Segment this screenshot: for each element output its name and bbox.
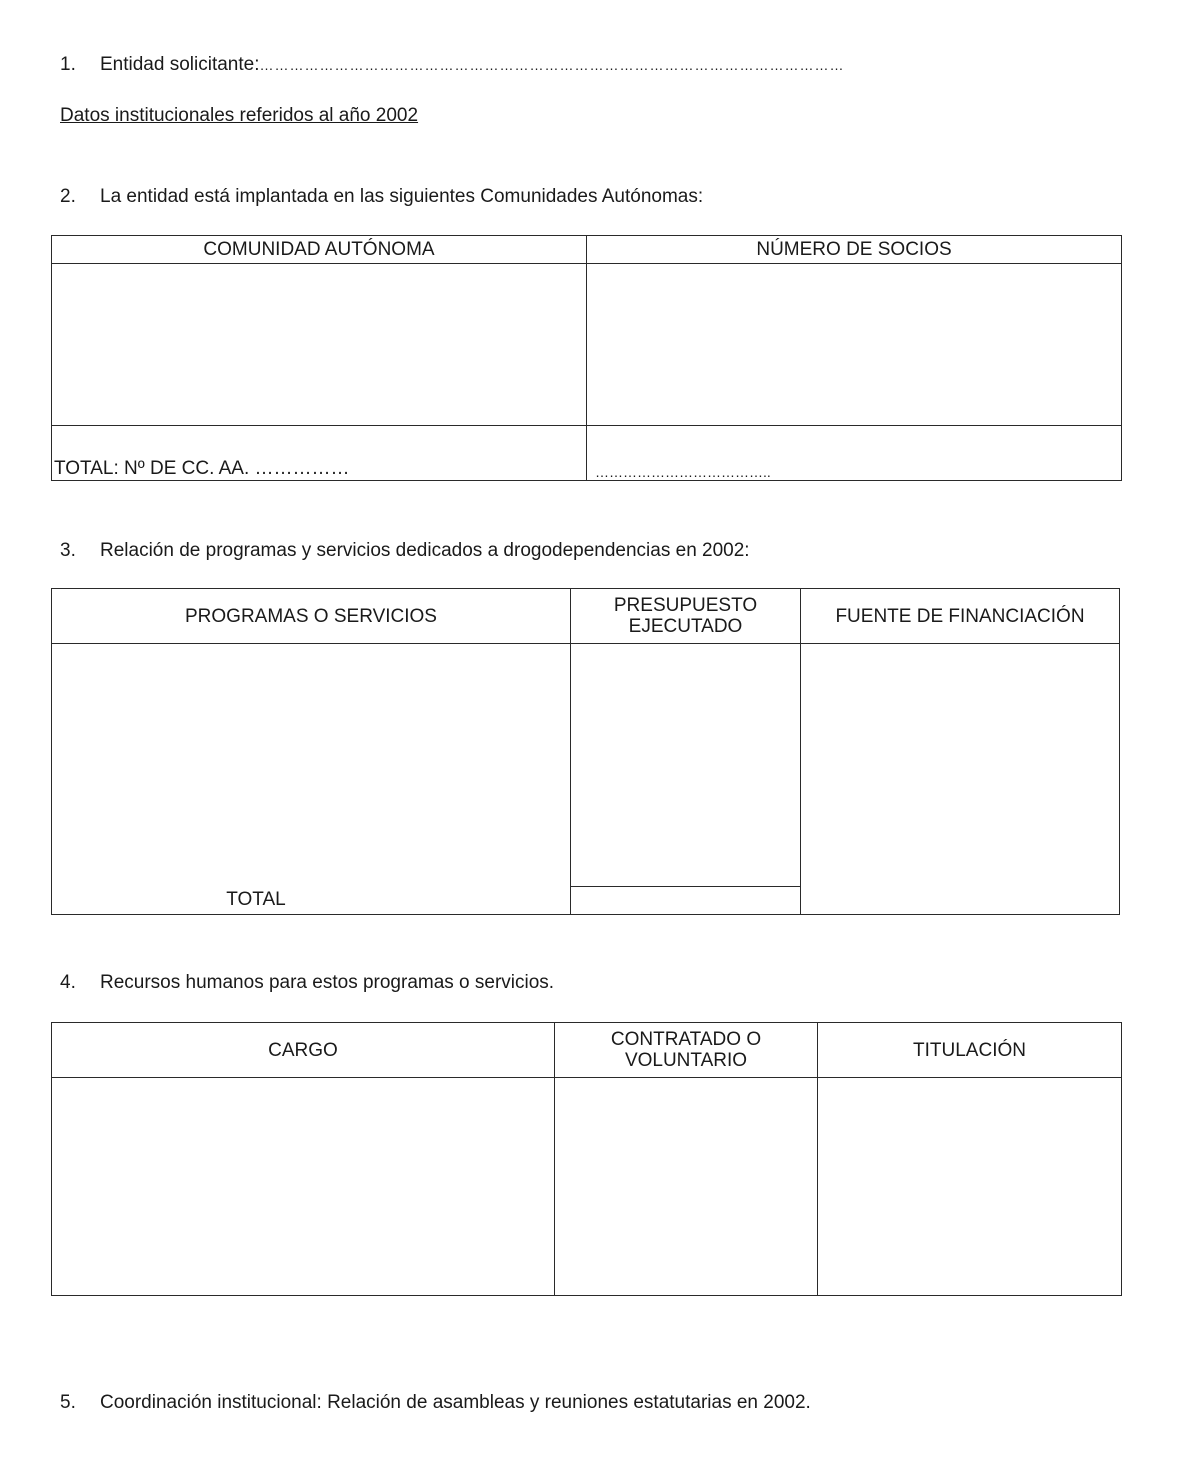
human-resources-table bbox=[51, 1022, 1122, 1296]
header-contratado-o-voluntario bbox=[555, 1023, 818, 1078]
section-4-number: 4. bbox=[60, 972, 76, 993]
section-5-heading bbox=[60, 1392, 811, 1414]
entity-label: Entidad solicitante: bbox=[100, 54, 260, 75]
header-presupuesto-line-2: EJECUTADO bbox=[628, 616, 743, 637]
header-presupuesto-line-1: PRESUPUESTO bbox=[613, 595, 758, 616]
socios-input-area[interactable] bbox=[587, 264, 1122, 426]
header-cargo: CARGO bbox=[52, 1023, 555, 1078]
section-4-heading bbox=[60, 972, 554, 994]
section-5-number: 5. bbox=[60, 1392, 76, 1413]
communities-table bbox=[51, 235, 1122, 481]
section-2-text: La entidad está implantada en las siguientes Comunidades Autónomas: bbox=[100, 186, 704, 207]
header-numero-de-socios: NÚMERO DE SOCIOS bbox=[587, 236, 1122, 264]
total-communities-cell[interactable]: TOTAL: Nº DE CC. AA. …………… bbox=[52, 426, 587, 481]
total-socios-cell[interactable]: ……………………………….. bbox=[587, 426, 1122, 481]
section-3-number: 3. bbox=[60, 540, 76, 561]
section-2-heading bbox=[60, 186, 703, 208]
contratado-input-area[interactable] bbox=[555, 1078, 818, 1296]
programs-input-area[interactable] bbox=[52, 644, 571, 915]
header-comunidad-autonoma: COMUNIDAD AUTÓNOMA bbox=[52, 236, 587, 264]
section-1-number: 1. bbox=[60, 54, 76, 75]
section-2-number: 2. bbox=[60, 186, 76, 207]
programs-total-label: TOTAL bbox=[226, 889, 286, 910]
programs-table bbox=[51, 588, 1120, 915]
header-programas-o-servicios: PROGRAMAS O SERVICIOS bbox=[52, 589, 571, 644]
institutional-data-subtitle: Datos institucionales referidos al año 2002 bbox=[60, 105, 419, 126]
header-contratado-line-1: CONTRATADO O bbox=[610, 1029, 762, 1050]
section-3-text: Relación de programas y servicios dedicados a drogodependencias en 2002: bbox=[100, 540, 750, 561]
funding-input-area[interactable] bbox=[801, 644, 1120, 915]
comunidad-input-area[interactable] bbox=[52, 264, 587, 426]
header-contratado-line-2: VOLUNTARIO bbox=[624, 1050, 748, 1071]
budget-input-area[interactable] bbox=[571, 644, 801, 887]
entity-line bbox=[60, 54, 845, 76]
header-titulacion: TITULACIÓN bbox=[818, 1023, 1122, 1078]
header-fuente-de-financiacion: FUENTE DE FINANCIACIÓN bbox=[801, 589, 1120, 644]
cargo-input-area[interactable] bbox=[52, 1078, 555, 1296]
entity-fill-line: ……………………………………………………………………………………………………… bbox=[259, 57, 845, 73]
section-5-text: Coordinación institucional: Relación de asambleas y reuniones estatutarias en 2002. bbox=[100, 1392, 811, 1413]
section-3-heading bbox=[60, 540, 750, 562]
budget-total-cell[interactable] bbox=[571, 887, 801, 915]
section-4-text: Recursos humanos para estos programas o servicios. bbox=[100, 972, 555, 993]
header-presupuesto-ejecutado bbox=[571, 589, 801, 644]
titulacion-input-area[interactable] bbox=[818, 1078, 1122, 1296]
